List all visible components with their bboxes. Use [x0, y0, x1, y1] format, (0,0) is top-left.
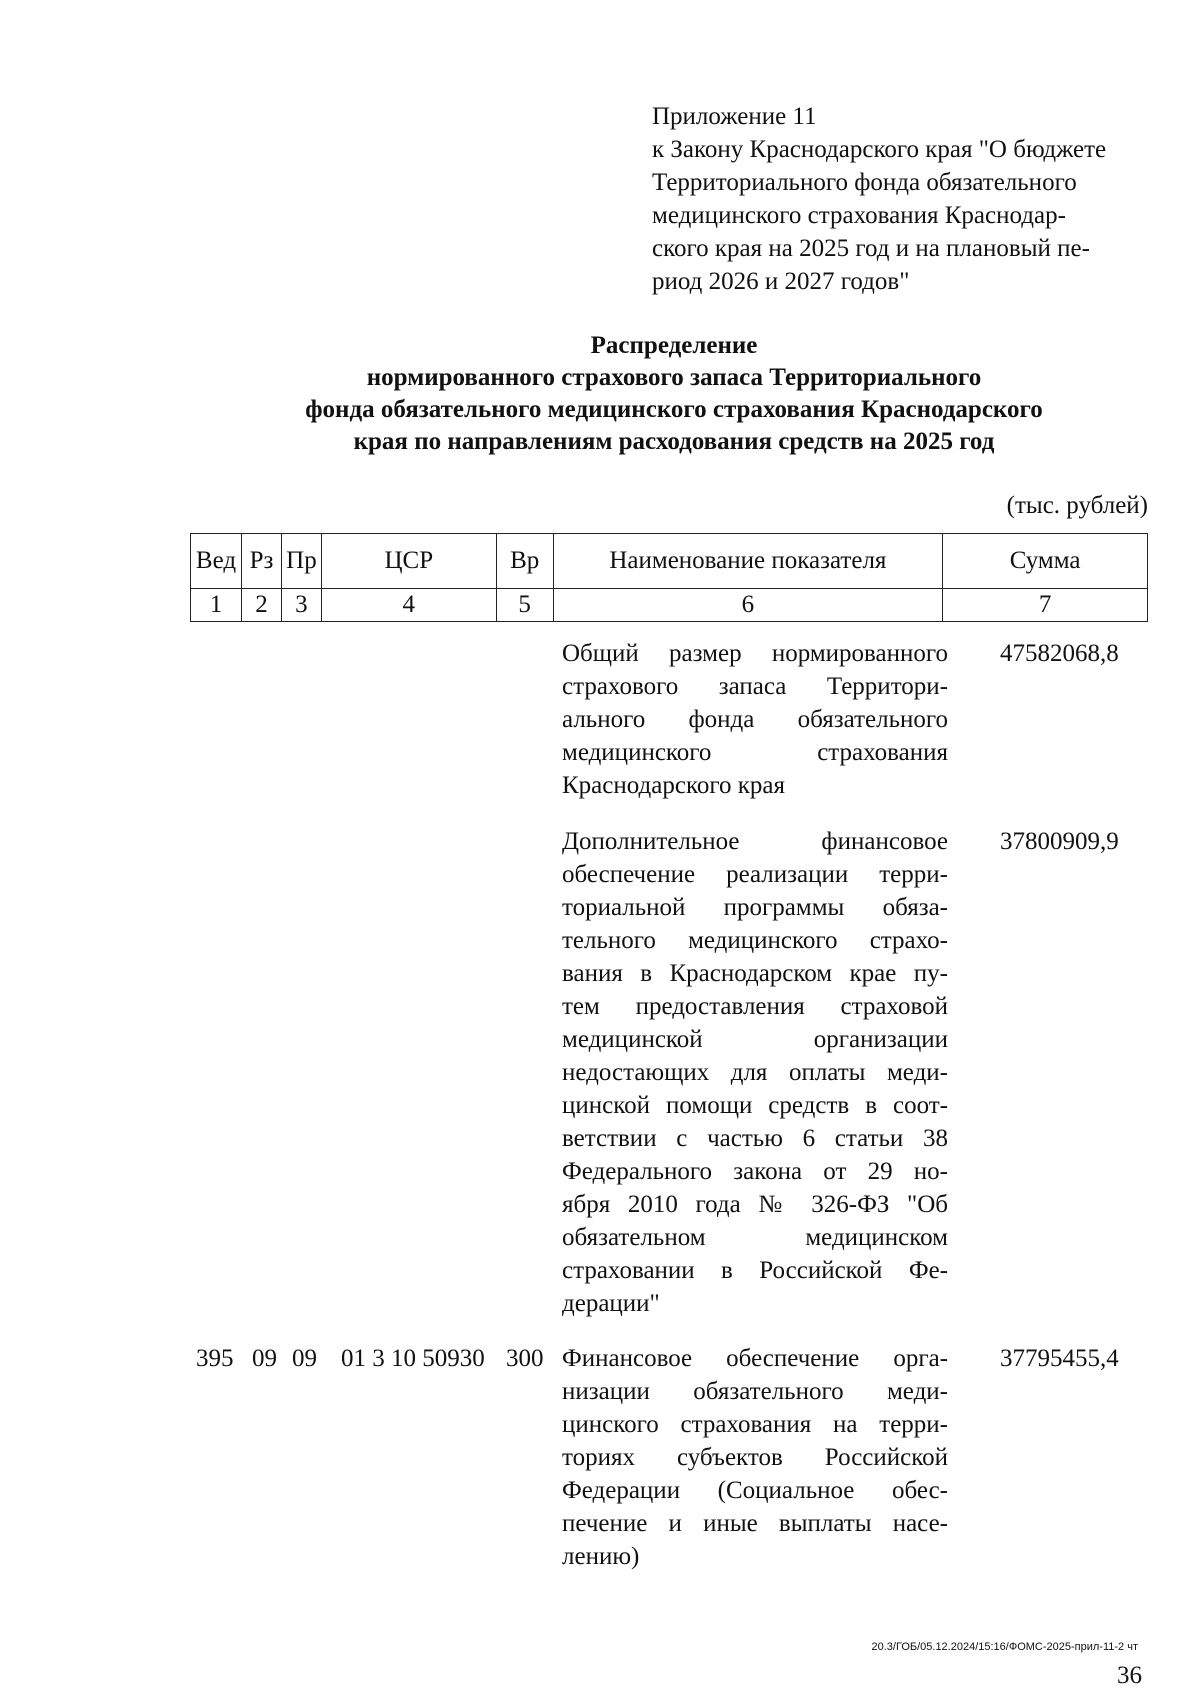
row-line: Общий размер нормированного [562, 640, 948, 667]
annex-line: ского края на 2025 год и на плановый пе- [652, 235, 1090, 262]
page-number: 36 [1117, 1662, 1142, 1689]
title-line: нормированного страхового запаса Территориального [366, 364, 982, 391]
row-line: Федерального закона от 29 но- [562, 1158, 948, 1185]
column-number-row [191, 589, 1148, 622]
row-line: Краснодарского края [562, 772, 785, 799]
annex-line: Территориального фонда обязательного [652, 169, 1077, 196]
annex-line: риод 2026 и 2027 годов" [652, 268, 910, 295]
header-sum: Сумма [943, 534, 1148, 589]
document-title [200, 330, 1148, 458]
row-name-total [562, 637, 948, 802]
row-line: Дополнительное финансовое [562, 828, 948, 855]
column-number: 6 [553, 589, 943, 622]
column-number: 5 [496, 589, 553, 622]
row-line: Финансовое обеспечение орга- [562, 1345, 948, 1372]
row-line: тельного медицинского страхо- [562, 927, 948, 954]
title-line: фонда обязательного медицинского страхования Краснодарского [305, 396, 1043, 423]
row-line: страховании в Российской Фе- [562, 1257, 948, 1284]
header-name: Наименование показателя [553, 534, 943, 589]
row-line: обеспечение реализации терри- [562, 861, 948, 888]
title-line: края по направлениям расходования средств на 2025 год [353, 428, 995, 455]
row-line: ветствии с частью 6 статьи 38 [562, 1125, 948, 1152]
row-sum-additional: 37800909,9 [1000, 828, 1119, 855]
header-row [191, 534, 1148, 589]
row-pr: 09 [292, 1345, 317, 1372]
header-ved: Вед [191, 534, 242, 589]
header-vr: Вр [496, 534, 553, 589]
row-line: медицинского страхования [562, 739, 948, 766]
annex-reference [652, 100, 1148, 298]
row-line: страхового запаса Территори- [562, 673, 948, 700]
annex-line: медицинского страхования Краснодар- [652, 202, 1066, 229]
row-ved: 395 [196, 1345, 234, 1372]
row-line: вания в Краснодарском крае пу- [562, 960, 948, 987]
row-line: ального фонда обязательного [562, 706, 948, 733]
header-pr: Пр [281, 534, 321, 589]
row-line: медицинской организации [562, 1026, 948, 1053]
row-line: цинского страхования на терри- [562, 1411, 948, 1438]
row-sum-total: 47582068,8 [1000, 640, 1119, 667]
header-rz: Рз [241, 534, 281, 589]
annex-line: к Закону Краснодарского края "О бюджете [652, 136, 1107, 163]
row-rz: 09 [252, 1345, 277, 1372]
column-number: 1 [191, 589, 242, 622]
row-csr: 01 3 10 50930 [341, 1345, 485, 1372]
row-line: Федерации (Социальное обес- [562, 1477, 948, 1504]
row-line: ября 2010 года № 326-ФЗ "Об [562, 1191, 948, 1218]
column-number: 3 [281, 589, 321, 622]
row-line: печение и иные выплаты насе- [562, 1510, 948, 1537]
title-line: Распределение [590, 332, 758, 359]
column-number: 7 [943, 589, 1148, 622]
row-name-financing [562, 1342, 948, 1573]
header-table [190, 533, 1148, 622]
row-sum-financing: 37795455,4 [1000, 1345, 1119, 1372]
row-line: тем предоставления страховой [562, 993, 948, 1020]
row-line: дерации" [562, 1290, 660, 1317]
column-number: 2 [241, 589, 281, 622]
header-csr: ЦСР [321, 534, 496, 589]
row-line: цинской помощи средств в соот- [562, 1092, 948, 1119]
row-line: ториальной программы обяза- [562, 894, 948, 921]
row-line: обязательном медицинском [562, 1224, 948, 1251]
annex-line: Приложение 11 [652, 103, 817, 130]
document-code: 20.3/ГОБ/05.12.2024/15:16/ФОМС-2025-прил-11-2 чт [871, 1641, 1138, 1653]
row-vr: 300 [506, 1345, 544, 1372]
row-name-additional [562, 825, 948, 1320]
row-line: лению) [562, 1543, 640, 1570]
units-label: (тыс. рублей) [1006, 492, 1148, 519]
row-line: недостающих для оплаты меди- [562, 1059, 948, 1086]
row-line: низации обязательного меди- [562, 1378, 948, 1405]
column-number: 4 [321, 589, 496, 622]
row-line: ториях субъектов Российской [562, 1444, 948, 1471]
